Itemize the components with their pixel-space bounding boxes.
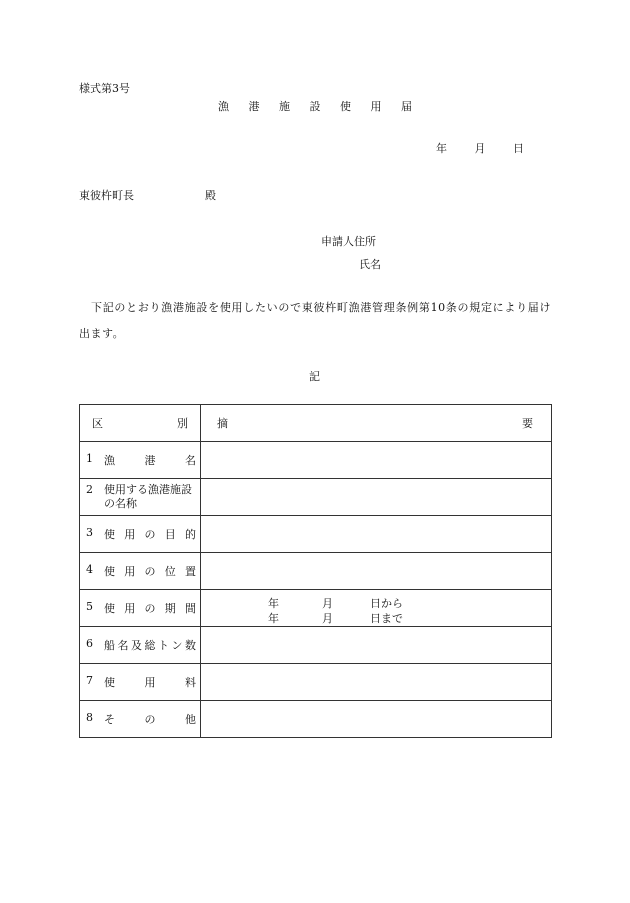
- table-row: [80, 442, 552, 479]
- header-label-cell: [80, 405, 201, 442]
- row-label-char: の: [144, 565, 156, 578]
- period-from: 日から: [370, 597, 403, 610]
- period-year: 年: [268, 597, 279, 610]
- usage-period: [201, 593, 551, 623]
- header-label-char: 別: [177, 417, 188, 430]
- applicant-name-label: 氏名: [359, 258, 381, 271]
- date-year: 年: [436, 142, 447, 155]
- submission-date: [436, 143, 524, 154]
- period-cell[interactable]: [201, 590, 552, 627]
- title-char: 届: [401, 100, 412, 113]
- body-text: 下記のとおり漁港施設を使用したいので東彼杵町漁港管理条例第10条の規定により届け出ます。: [79, 301, 551, 340]
- addressee: 東彼杵町長: [79, 189, 134, 202]
- row-number: 3: [86, 526, 93, 539]
- row-label-char: の: [144, 602, 156, 615]
- row-label-cell: [80, 553, 201, 590]
- row-label-char: 使: [104, 565, 115, 578]
- row-label-char: ト: [158, 639, 169, 652]
- title-char: 漁: [218, 100, 229, 113]
- row-label-char: 用: [124, 528, 136, 541]
- row-label-char: 使: [104, 528, 115, 541]
- period-year: 年: [268, 612, 279, 625]
- row-number: 7: [86, 674, 93, 687]
- date-day: 日: [513, 142, 524, 155]
- period-month: 月: [322, 597, 333, 610]
- period-month: 月: [322, 612, 333, 625]
- row-number: 2: [86, 483, 93, 496]
- row-label-char: 目: [164, 528, 176, 541]
- table-row: [80, 701, 552, 738]
- row-label-cell: [80, 590, 201, 627]
- details-table: [79, 404, 552, 738]
- row-label-char: 用: [144, 676, 156, 689]
- header-content-char: 要: [522, 417, 533, 430]
- table-row: [80, 627, 552, 664]
- row-label-char: の: [144, 713, 156, 726]
- row-label-cell: [80, 479, 201, 516]
- header-content-cell: [201, 405, 552, 442]
- table-row: [80, 553, 552, 590]
- row-label-char: 間: [185, 602, 196, 615]
- header-content-char: 摘: [217, 417, 228, 430]
- row-label-char: 数: [185, 639, 196, 652]
- row-label-char: 名: [117, 639, 129, 652]
- row-label-char: 用: [124, 565, 136, 578]
- row-value-cell[interactable]: [201, 627, 552, 664]
- row-label-cell: [80, 701, 201, 738]
- row-number: 4: [86, 563, 93, 576]
- table-row: [80, 664, 552, 701]
- row-value-cell[interactable]: [201, 442, 552, 479]
- title-char: 使: [340, 100, 351, 113]
- row-label-char: 料: [185, 676, 196, 689]
- date-month: 月: [474, 142, 486, 155]
- row-label-cell: [80, 516, 201, 553]
- row-label-char: 位: [164, 565, 176, 578]
- table-row: [80, 590, 552, 627]
- period-to-line: [268, 610, 420, 626]
- ki-heading: 記: [309, 370, 320, 383]
- row-label-char: 使: [104, 602, 115, 615]
- title-char: 用: [370, 100, 382, 113]
- row-label-char: 期: [164, 602, 176, 615]
- row-value-cell[interactable]: [201, 516, 552, 553]
- period-from-line: [268, 595, 420, 611]
- row-label-char: 及: [131, 639, 142, 652]
- row-label-char: 名: [185, 454, 196, 467]
- row-number: 8: [86, 711, 93, 724]
- row-label-char: の: [144, 528, 156, 541]
- table-row: [80, 479, 552, 516]
- title-char: 施: [279, 100, 290, 113]
- row-label-char: 的: [185, 528, 196, 541]
- row-value-cell[interactable]: [201, 553, 552, 590]
- row-label-char: 置: [185, 565, 196, 578]
- period-to: 日まで: [370, 612, 403, 625]
- row-value-cell[interactable]: [201, 479, 552, 516]
- row-label-cell: [80, 442, 201, 479]
- row-label-char: 総: [144, 639, 156, 652]
- header-label-char: 区: [92, 417, 103, 430]
- addressee-honorific: 殿: [205, 189, 216, 202]
- table-row: [80, 516, 552, 553]
- title-char: 設: [309, 100, 321, 113]
- row-label-char: 使: [104, 676, 115, 689]
- row-label-char: 用: [124, 602, 136, 615]
- row-number: 1: [86, 452, 93, 465]
- row-label-text: 使用する漁港施設の名称: [104, 483, 192, 510]
- row-label-char: そ: [104, 713, 115, 726]
- row-label-char: 港: [144, 454, 156, 467]
- row-value-cell[interactable]: [201, 701, 552, 738]
- row-label-cell: [80, 664, 201, 701]
- applicant-address-label: 申請人住所: [321, 235, 376, 248]
- form-number: 様式第3号: [79, 82, 130, 95]
- row-label-char: 船: [104, 639, 115, 652]
- document-title: [218, 101, 412, 112]
- row-label-cell: [80, 627, 201, 664]
- row-label-char: ン: [171, 639, 183, 652]
- title-char: 港: [248, 100, 260, 113]
- row-value-cell[interactable]: [201, 664, 552, 701]
- row-label-char: 漁: [104, 454, 115, 467]
- row-number: 6: [86, 637, 93, 650]
- row-label-char: 他: [185, 713, 196, 726]
- table-header-row: [80, 405, 552, 442]
- row-number: 5: [86, 600, 93, 613]
